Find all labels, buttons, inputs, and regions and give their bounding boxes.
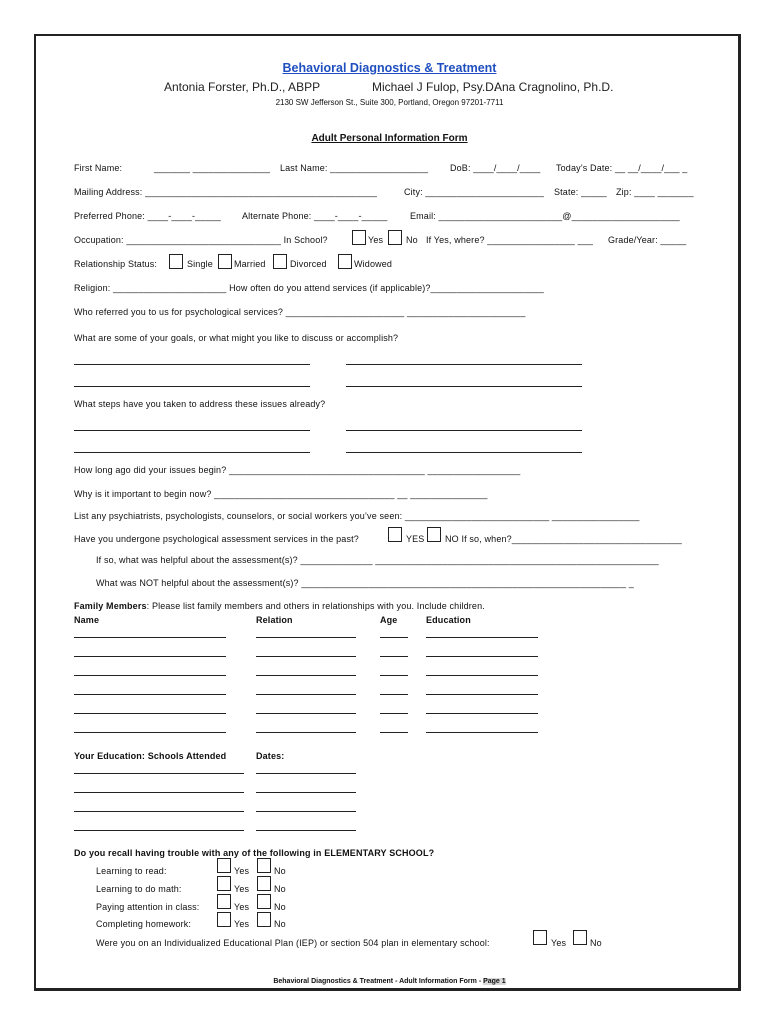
learning-read-yes-checkbox[interactable]	[217, 858, 231, 873]
completing-homework-yes-checkbox[interactable]	[217, 912, 231, 927]
widowed-checkbox[interactable]	[338, 254, 352, 269]
practice-title: Behavioral Diagnostics & Treatment	[282, 61, 497, 75]
family-age-line[interactable]	[380, 694, 408, 695]
occupation-field[interactable]: Occupation: ______________________________ In School?	[74, 235, 328, 245]
married-label: Married	[234, 259, 266, 269]
iep-no-checkbox[interactable]	[573, 930, 587, 945]
family-relation-line[interactable]	[256, 637, 356, 638]
paying-attention-yes-checkbox[interactable]	[217, 894, 231, 909]
dates-line[interactable]	[256, 811, 356, 812]
iep-yes-label: Yes	[551, 938, 567, 948]
school-line[interactable]	[74, 773, 244, 774]
how-long-field[interactable]: How long ago did your issues begin? ______________________________________ __________________	[74, 465, 521, 475]
why-now-field[interactable]: Why is it important to begin now? ___________________________________ __ _______________	[74, 489, 488, 499]
no-label: No	[274, 884, 286, 894]
goals-line[interactable]	[346, 364, 582, 365]
todays-date-field[interactable]: Today’s Date: __ __/____/___ _	[556, 163, 688, 173]
divorced-label: Divorced	[290, 259, 327, 269]
school-line[interactable]	[74, 811, 244, 812]
family-education-line[interactable]	[426, 637, 538, 638]
steps-line[interactable]	[346, 452, 582, 453]
dates-line[interactable]	[256, 830, 356, 831]
family-name-line[interactable]	[74, 694, 226, 695]
religion-field[interactable]: Religion: ______________________ How often do you attend services (if applicable)?______________________	[74, 283, 544, 293]
city-field[interactable]: City: _______________________	[404, 187, 544, 197]
doctor-fulop: Michael J Fulop, Psy.D.	[372, 80, 498, 94]
family-name-line[interactable]	[74, 675, 226, 676]
assessment-no-checkbox[interactable]	[427, 527, 441, 542]
family-col-age: Age	[380, 615, 398, 625]
goals-line[interactable]	[346, 386, 582, 387]
assessment-when-field[interactable]: NO If so, when?_________________________________	[445, 534, 682, 544]
learning-math-label: Learning to do math:	[96, 884, 182, 894]
learning-read-label: Learning to read:	[96, 866, 167, 876]
yes-label: Yes	[234, 884, 250, 894]
family-name-line[interactable]	[74, 656, 226, 657]
learning-math-yes-checkbox[interactable]	[217, 876, 231, 891]
family-education-line[interactable]	[426, 656, 538, 657]
professionals-seen-field[interactable]: List any psychiatrists, psychologists, counselors, or social workers you’ve seen: ____________________________ _________________	[74, 511, 640, 521]
paying-attention-label: Paying attention in class:	[96, 902, 200, 912]
alternate-phone-field[interactable]: Alternate Phone: ____-____-_____	[242, 211, 388, 221]
single-label: Single	[187, 259, 213, 269]
assessment-yes-label: YES	[406, 534, 425, 544]
dates-line[interactable]	[256, 792, 356, 793]
family-relation-line[interactable]	[256, 732, 356, 733]
family-relation-line[interactable]	[256, 694, 356, 695]
last-name-field[interactable]: Last Name: ___________________	[280, 163, 429, 173]
family-name-line[interactable]	[74, 713, 226, 714]
paying-attention-no-checkbox[interactable]	[257, 894, 271, 909]
yes-label: Yes	[234, 866, 250, 876]
family-age-line[interactable]	[380, 656, 408, 657]
page-number: Page 1	[483, 978, 506, 985]
yes-label: Yes	[234, 902, 250, 912]
completing-homework-no-checkbox[interactable]	[257, 912, 271, 927]
no-label: No	[274, 866, 286, 876]
dates-label: Dates:	[256, 751, 285, 761]
in-school-no-label: No	[406, 235, 418, 245]
iep-question: Were you on an Individualized Educational Plan (IEP) or section 504 plan in elementary school:	[96, 938, 490, 948]
family-age-line[interactable]	[380, 637, 408, 638]
state-field[interactable]: State: _____	[554, 187, 607, 197]
family-intro: Family Members: Please list family members and others in relationships with you. Include children.	[74, 601, 485, 611]
family-relation-line[interactable]	[256, 656, 356, 657]
yes-label: Yes	[234, 919, 250, 929]
dob-field[interactable]: DoB: ____/____/____	[450, 163, 541, 173]
zip-field[interactable]: Zip: ____ _______	[616, 187, 694, 197]
in-school-yes-checkbox[interactable]	[352, 230, 366, 245]
family-education-line[interactable]	[426, 713, 538, 714]
schools-attended-label: Your Education: Schools Attended	[74, 751, 227, 761]
grade-year-field[interactable]: Grade/Year: _____	[608, 235, 687, 245]
steps-question: What steps have you taken to address these issues already?	[74, 399, 326, 409]
single-checkbox[interactable]	[169, 254, 183, 269]
relationship-status-label: Relationship Status:	[74, 259, 158, 269]
family-col-relation: Relation	[256, 615, 293, 625]
steps-line[interactable]	[74, 430, 310, 431]
assessment-question: Have you undergone psychological assessment services in the past?	[74, 534, 359, 544]
family-name-line[interactable]	[74, 637, 226, 638]
first-name-field[interactable]: _______ _______________	[154, 163, 271, 173]
form-title: Adult Personal Information Form	[311, 133, 468, 144]
in-school-no-checkbox[interactable]	[388, 230, 402, 245]
goals-line[interactable]	[74, 364, 310, 365]
goals-line[interactable]	[74, 386, 310, 387]
family-col-education: Education	[426, 615, 471, 625]
referred-by-field[interactable]: Who referred you to us for psychological services? _______________________ _______________________	[74, 307, 526, 317]
learning-read-no-checkbox[interactable]	[257, 858, 271, 873]
family-education-line[interactable]	[426, 675, 538, 676]
page-footer: Behavioral Diagnostics & Treatment - Adult Information Form - Page 1	[273, 978, 506, 985]
family-age-line[interactable]	[380, 675, 408, 676]
assessment-not-helpful-field[interactable]: What was NOT helpful about the assessment(s)? _______________________________________________________________ _	[96, 578, 634, 588]
family-relation-line[interactable]	[256, 713, 356, 714]
doctor-cragnolino: Ana Cragnolino, Ph.D.	[494, 80, 614, 94]
practice-address: 2130 SW Jefferson St., Suite 300, Portland, Oregon 97201-7711	[275, 98, 504, 107]
iep-no-label: No	[590, 938, 602, 948]
preferred-phone-field[interactable]: Preferred Phone: ____-____-_____	[74, 211, 221, 221]
school-line[interactable]	[74, 792, 244, 793]
family-age-line[interactable]	[380, 732, 408, 733]
steps-line[interactable]	[74, 452, 310, 453]
family-education-line[interactable]	[426, 694, 538, 695]
school-line[interactable]	[74, 830, 244, 831]
mailing-address-field[interactable]: Mailing Address: _____________________________________________	[74, 187, 378, 197]
doctor-forster: Antonia Forster, Ph.D., ABPP	[164, 80, 321, 94]
family-name-line[interactable]	[74, 732, 226, 733]
assessment-yes-checkbox[interactable]	[388, 527, 402, 542]
no-label: No	[274, 902, 286, 912]
in-school-yes-label: Yes	[368, 235, 384, 245]
iep-yes-checkbox[interactable]	[533, 930, 547, 945]
family-col-name: Name	[74, 615, 100, 625]
first-name-label: First Name:	[74, 163, 123, 173]
no-label: No	[274, 919, 286, 929]
elementary-question: Do you recall having trouble with any of the following in ELEMENTARY SCHOOL?	[74, 848, 435, 858]
form-page	[34, 34, 741, 991]
learning-math-no-checkbox[interactable]	[257, 876, 271, 891]
school-where-field[interactable]: If Yes, where? _________________ ___	[426, 235, 594, 245]
widowed-label: Widowed	[354, 259, 393, 269]
family-relation-line[interactable]	[256, 675, 356, 676]
divorced-checkbox[interactable]	[273, 254, 287, 269]
steps-line[interactable]	[346, 430, 582, 431]
assessment-helpful-field[interactable]: If so, what was helpful about the assessment(s)? ______________ _______________________________________________________	[96, 555, 659, 565]
goals-question: What are some of your goals, or what might you like to discuss or accomplish?	[74, 333, 399, 343]
email-field[interactable]: Email: ________________________@_____________________	[410, 211, 680, 221]
married-checkbox[interactable]	[218, 254, 232, 269]
family-age-line[interactable]	[380, 713, 408, 714]
completing-homework-label: Completing homework:	[96, 919, 192, 929]
dates-line[interactable]	[256, 773, 356, 774]
family-education-line[interactable]	[426, 732, 538, 733]
